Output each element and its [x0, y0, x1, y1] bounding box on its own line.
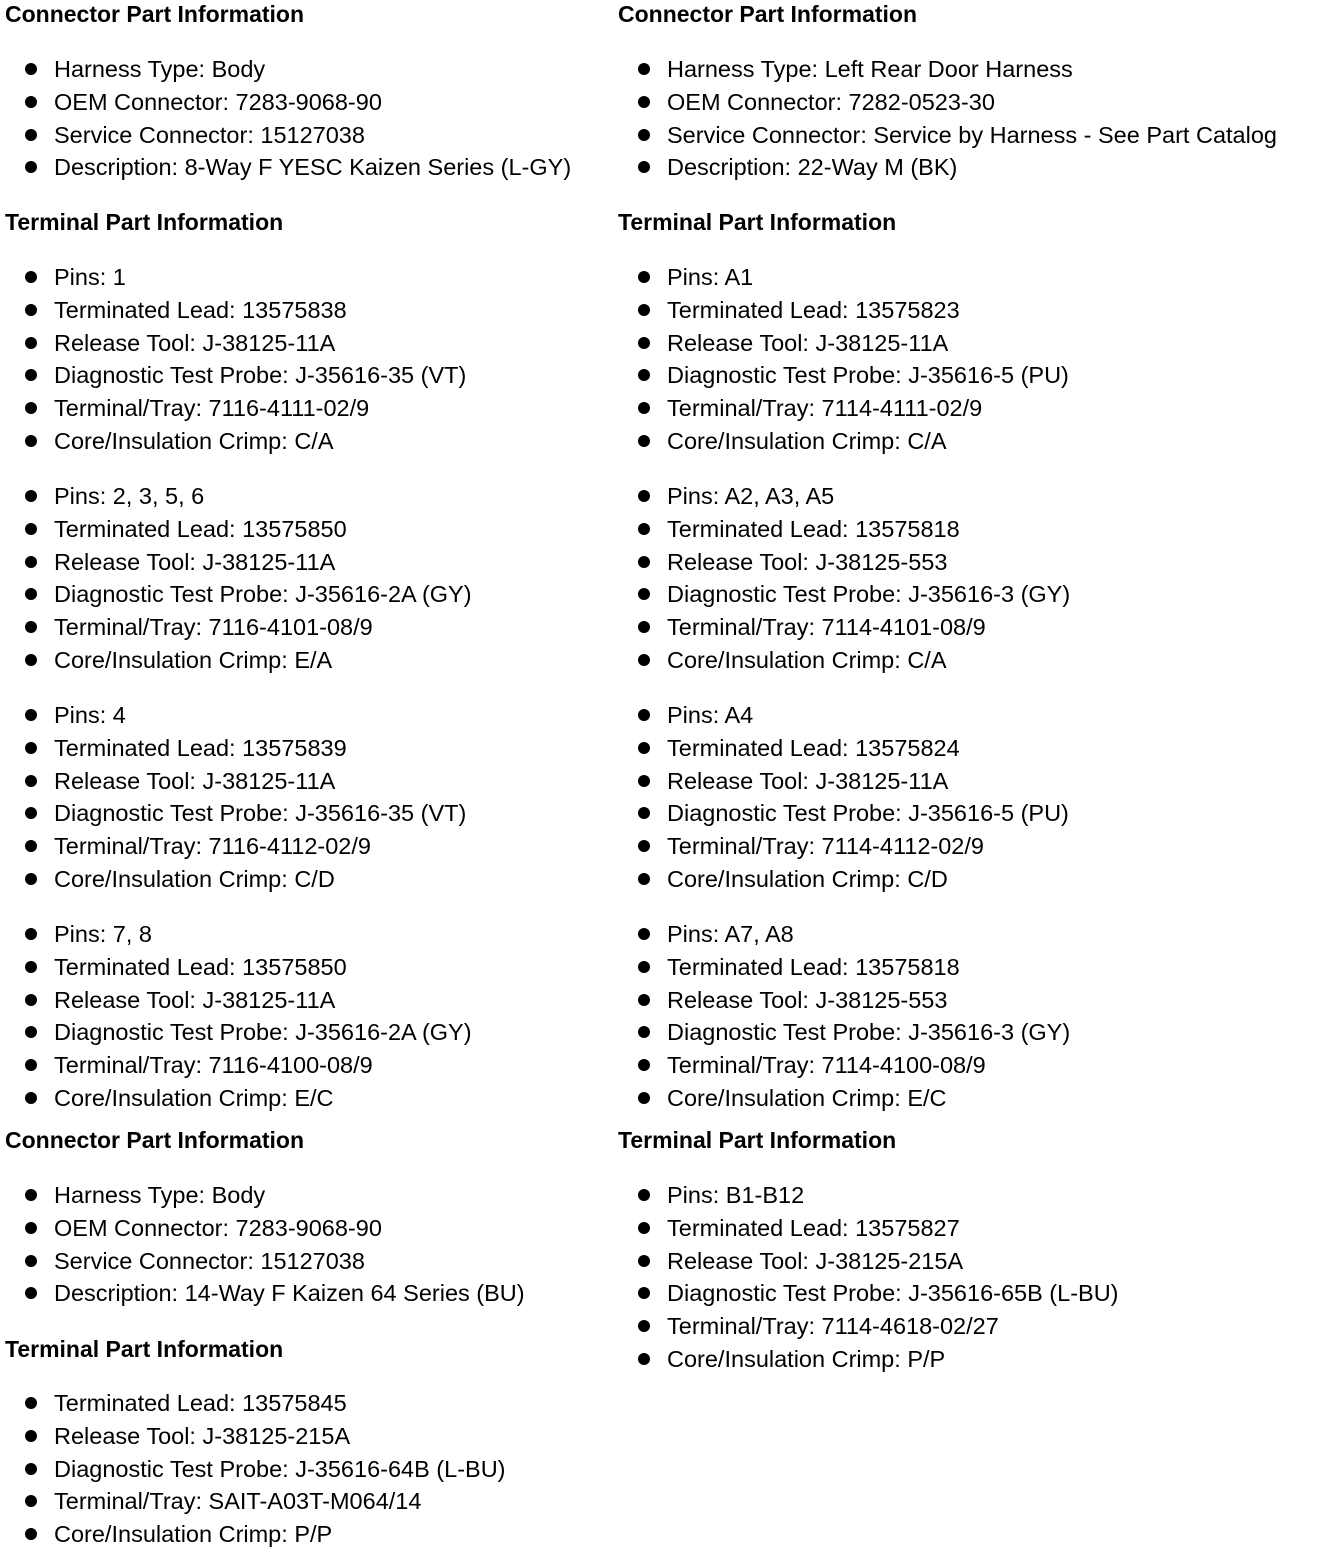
list-item: Diagnostic Test Probe: J-35616-35 (VT)	[5, 359, 466, 392]
bullet-icon	[638, 556, 650, 568]
list-item: Service Connector: Service by Harness - See Part Catalog	[618, 119, 1277, 152]
list-item: Diagnostic Test Probe: J-35616-3 (GY)	[618, 578, 1070, 611]
bullet-icon	[638, 1092, 650, 1104]
list-item: Diagnostic Test Probe: J-35616-35 (VT)	[5, 797, 466, 830]
list-item: Pins: A2, A3, A5	[618, 480, 1070, 513]
bullet-icon	[638, 1026, 650, 1038]
bullet-icon	[638, 337, 650, 349]
list-item: Terminated Lead: 13575818	[618, 513, 1070, 546]
list-item: OEM Connector: 7283-9068-90	[5, 1212, 525, 1245]
bullet-icon	[25, 161, 37, 173]
bullet-icon	[25, 1059, 37, 1071]
bullet-icon	[25, 1495, 37, 1507]
list-item: Service Connector: 15127038	[5, 1245, 525, 1278]
list-item: Pins: 7, 8	[5, 918, 472, 951]
bullet-icon	[638, 304, 650, 316]
bullet-icon	[25, 961, 37, 973]
terminal-heading: Terminal Part Information	[618, 1127, 897, 1153]
bullet-icon	[25, 304, 37, 316]
terminal-group	[5, 918, 472, 1115]
list-item: Service Connector: 15127038	[5, 119, 571, 152]
list-item: Terminated Lead: 13575823	[618, 294, 1069, 327]
bullet-icon	[638, 1255, 650, 1267]
list-item: Release Tool: J-38125-11A	[5, 984, 472, 1017]
list-item: Terminated Lead: 13575850	[5, 513, 472, 546]
bullet-icon	[25, 654, 37, 666]
bullet-icon	[25, 994, 37, 1006]
list-item: Core/Insulation Crimp: P/P	[5, 1518, 506, 1551]
bullet-icon	[25, 840, 37, 852]
bullet-icon	[638, 742, 650, 754]
bullet-icon	[638, 161, 650, 173]
bullet-icon	[638, 369, 650, 381]
bullet-icon	[25, 588, 37, 600]
bullet-icon	[25, 402, 37, 414]
list-item: Pins: A1	[618, 261, 1069, 294]
bullet-icon	[25, 337, 37, 349]
bullet-icon	[638, 523, 650, 535]
bullet-icon	[638, 435, 650, 447]
list-item: Diagnostic Test Probe: J-35616-65B (L-BU)	[618, 1277, 1119, 1310]
list-item: Diagnostic Test Probe: J-35616-5 (PU)	[618, 359, 1069, 392]
list-item: Diagnostic Test Probe: J-35616-64B (L-BU)	[5, 1453, 506, 1486]
list-item: Core/Insulation Crimp: C/A	[618, 425, 1069, 458]
list-item: OEM Connector: 7283-9068-90	[5, 86, 571, 119]
list-item: Pins: A7, A8	[618, 918, 1070, 951]
bullet-icon	[638, 490, 650, 502]
bullet-icon	[25, 775, 37, 787]
bullet-icon	[25, 556, 37, 568]
bullet-icon	[25, 63, 37, 75]
bullet-icon	[25, 1287, 37, 1299]
list-item: Harness Type: Body	[5, 1179, 525, 1212]
list-item: OEM Connector: 7282-0523-30	[618, 86, 1277, 119]
bullet-icon	[25, 523, 37, 535]
list-item: Pins: B1-B12	[618, 1179, 1119, 1212]
bullet-icon	[25, 1430, 37, 1442]
list-item: Pins: 2, 3, 5, 6	[5, 480, 472, 513]
bullet-icon	[638, 271, 650, 283]
bullet-icon	[25, 709, 37, 721]
list-item: Core/Insulation Crimp: C/D	[5, 863, 466, 896]
bullet-icon	[25, 435, 37, 447]
bullet-icon	[25, 742, 37, 754]
terminal-group	[5, 699, 466, 896]
list-item: Terminated Lead: 13575845	[5, 1387, 506, 1420]
bullet-icon	[25, 96, 37, 108]
bullet-icon	[25, 490, 37, 502]
list-item: Terminated Lead: 13575839	[5, 732, 466, 765]
bullet-icon	[638, 654, 650, 666]
bullet-icon	[638, 709, 650, 721]
bullet-icon	[638, 961, 650, 973]
list-item: Release Tool: J-38125-11A	[5, 327, 466, 360]
connector-info-list	[618, 53, 1277, 184]
list-item: Harness Type: Body	[5, 53, 571, 86]
bullet-icon	[638, 807, 650, 819]
list-item: Release Tool: J-38125-11A	[5, 546, 472, 579]
bullet-icon	[638, 1059, 650, 1071]
list-item: Core/Insulation Crimp: C/A	[618, 644, 1070, 677]
terminal-group	[618, 699, 1069, 896]
connector-heading: Connector Part Information	[618, 1, 918, 27]
list-item: Terminated Lead: 13575818	[618, 951, 1070, 984]
bullet-icon	[638, 1222, 650, 1234]
list-item: Harness Type: Left Rear Door Harness	[618, 53, 1277, 86]
list-item: Release Tool: J-38125-11A	[618, 765, 1069, 798]
connector-heading: Connector Part Information	[5, 1127, 305, 1153]
list-item: Release Tool: J-38125-215A	[618, 1245, 1119, 1278]
list-item: Diagnostic Test Probe: J-35616-3 (GY)	[618, 1016, 1070, 1049]
terminal-group	[618, 261, 1069, 458]
list-item: Core/Insulation Crimp: C/A	[5, 425, 466, 458]
list-item: Terminal/Tray: 7114-4618-02/27	[618, 1310, 1119, 1343]
bullet-icon	[25, 928, 37, 940]
list-item: Terminal/Tray: 7114-4101-08/9	[618, 611, 1070, 644]
list-item: Release Tool: J-38125-553	[618, 546, 1070, 579]
bullet-icon	[638, 840, 650, 852]
bullet-icon	[25, 271, 37, 283]
connector-heading: Connector Part Information	[5, 1, 305, 27]
bullet-icon	[25, 1222, 37, 1234]
bullet-icon	[25, 873, 37, 885]
bullet-icon	[25, 807, 37, 819]
terminal-group	[618, 480, 1070, 677]
list-item: Pins: 4	[5, 699, 466, 732]
bullet-icon	[638, 1287, 650, 1299]
list-item: Terminated Lead: 13575838	[5, 294, 466, 327]
bullet-icon	[25, 621, 37, 633]
list-item: Pins: A4	[618, 699, 1069, 732]
terminal-group	[5, 261, 466, 458]
connector-info-list	[5, 1179, 525, 1310]
bullet-icon	[638, 621, 650, 633]
list-item: Core/Insulation Crimp: E/C	[5, 1082, 472, 1115]
terminal-group	[618, 1179, 1119, 1376]
bullet-icon	[25, 1528, 37, 1540]
list-item: Terminal/Tray: 7116-4112-02/9	[5, 830, 466, 863]
bullet-icon	[25, 1026, 37, 1038]
list-item: Terminal/Tray: 7114-4112-02/9	[618, 830, 1069, 863]
bullet-icon	[638, 1353, 650, 1365]
list-item: Release Tool: J-38125-11A	[618, 327, 1069, 360]
bullet-icon	[25, 129, 37, 141]
terminal-heading: Terminal Part Information	[5, 1336, 284, 1362]
list-item: Release Tool: J-38125-553	[618, 984, 1070, 1017]
bullet-icon	[25, 1397, 37, 1409]
bullet-icon	[638, 775, 650, 787]
list-item: Description: 22-Way M (BK)	[618, 151, 1277, 184]
bullet-icon	[25, 1189, 37, 1201]
list-item: Terminated Lead: 13575824	[618, 732, 1069, 765]
list-item: Terminal/Tray: 7114-4100-08/9	[618, 1049, 1070, 1082]
bullet-icon	[25, 369, 37, 381]
bullet-icon	[638, 96, 650, 108]
list-item: Terminal/Tray: SAIT-A03T-M064/14	[5, 1485, 506, 1518]
list-item: Terminal/Tray: 7114-4111-02/9	[618, 392, 1069, 425]
terminal-heading: Terminal Part Information	[5, 209, 284, 235]
list-item: Diagnostic Test Probe: J-35616-5 (PU)	[618, 797, 1069, 830]
list-item: Terminated Lead: 13575827	[618, 1212, 1119, 1245]
bullet-icon	[638, 129, 650, 141]
list-item: Core/Insulation Crimp: P/P	[618, 1343, 1119, 1376]
terminal-heading: Terminal Part Information	[618, 209, 897, 235]
bullet-icon	[25, 1092, 37, 1104]
terminal-group	[5, 1387, 506, 1551]
list-item: Core/Insulation Crimp: E/A	[5, 644, 472, 677]
list-item: Terminal/Tray: 7116-4101-08/9	[5, 611, 472, 644]
bullet-icon	[638, 873, 650, 885]
bullet-icon	[638, 928, 650, 940]
bullet-icon	[638, 63, 650, 75]
list-item: Description: 14-Way F Kaizen 64 Series (BU)	[5, 1277, 525, 1310]
terminal-group	[5, 480, 472, 677]
bullet-icon	[638, 994, 650, 1006]
bullet-icon	[25, 1463, 37, 1475]
list-item: Core/Insulation Crimp: E/C	[618, 1082, 1070, 1115]
list-item: Diagnostic Test Probe: J-35616-2A (GY)	[5, 578, 472, 611]
bullet-icon	[638, 1320, 650, 1332]
terminal-group	[618, 918, 1070, 1115]
connector-info-list	[5, 53, 571, 184]
list-item: Pins: 1	[5, 261, 466, 294]
list-item: Core/Insulation Crimp: C/D	[618, 863, 1069, 896]
list-item: Diagnostic Test Probe: J-35616-2A (GY)	[5, 1016, 472, 1049]
list-item: Terminal/Tray: 7116-4100-08/9	[5, 1049, 472, 1082]
bullet-icon	[638, 1189, 650, 1201]
bullet-icon	[638, 588, 650, 600]
list-item: Terminal/Tray: 7116-4111-02/9	[5, 392, 466, 425]
list-item: Description: 8-Way F YESC Kaizen Series (L-GY)	[5, 151, 571, 184]
list-item: Terminated Lead: 13575850	[5, 951, 472, 984]
list-item: Release Tool: J-38125-215A	[5, 1420, 506, 1453]
bullet-icon	[638, 402, 650, 414]
bullet-icon	[25, 1255, 37, 1267]
list-item: Release Tool: J-38125-11A	[5, 765, 466, 798]
